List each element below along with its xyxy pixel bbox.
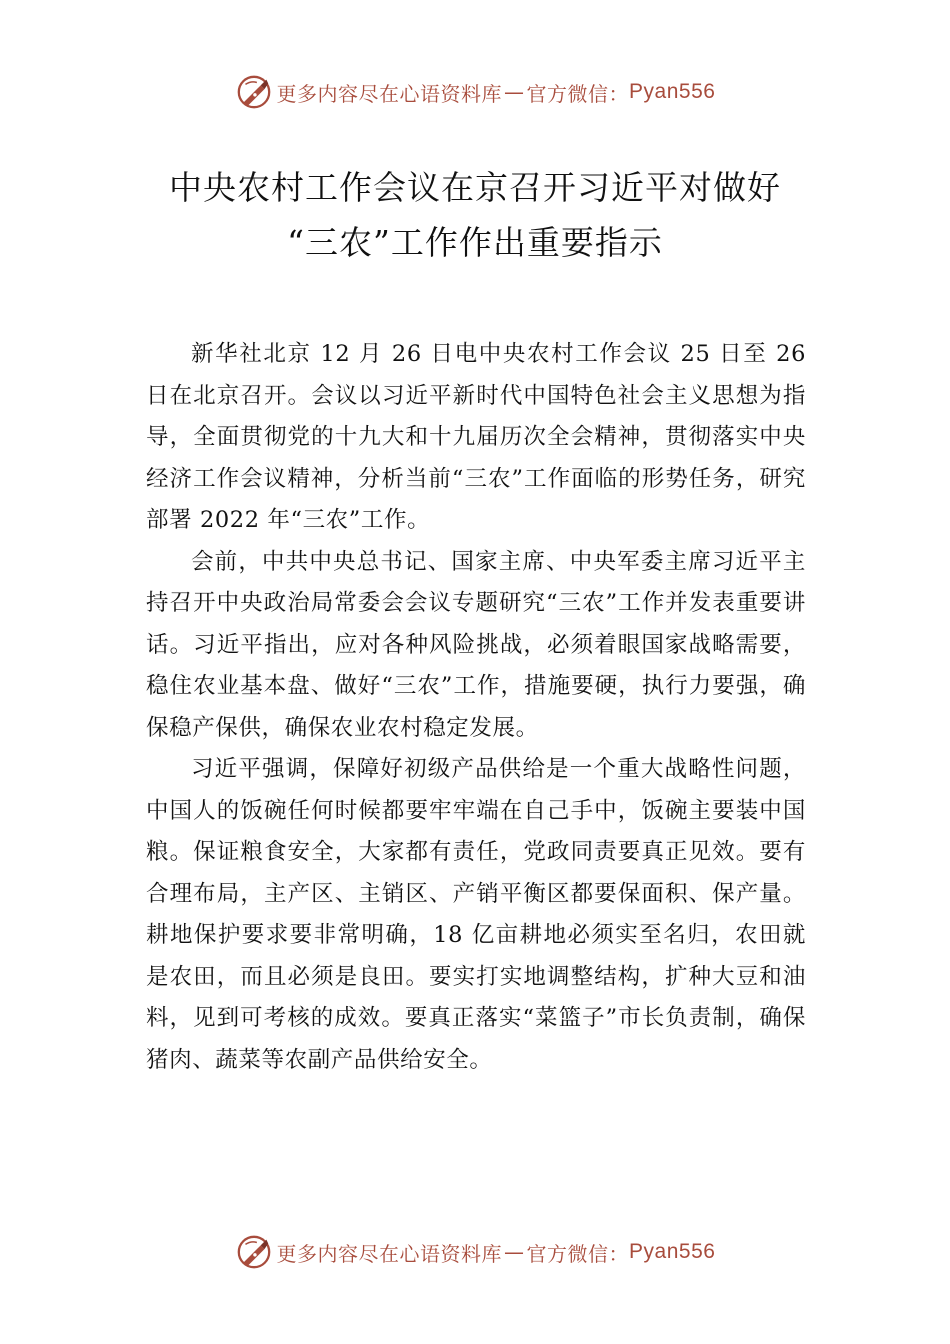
title-line-1: 中央农村工作会议在京召开习近平对做好 [169, 168, 781, 207]
banner-wechat-label: 官方微信： [526, 81, 630, 106]
article-paragraph-2: 会前，中共中央总书记、国家主席、中央军委主席习近平主持召开中央政治局常委会会议专题研究“三农”工作并发表重要讲话。习近平指出，应对各种风险挑战，必须着眼国家战略需要，稳住农业基本盘、做好“三农”工作，措施要硬，执行力要强，确保稳产保供，确保农业农村稳定发展。 [146, 548, 806, 741]
banner-wechat-label: 官方微信： [526, 1241, 630, 1266]
banner-separator: — [504, 80, 525, 104]
banner-wechat-id: Pyan556 [629, 80, 716, 103]
banner-wechat-id: Pyan556 [629, 1240, 716, 1263]
article-title [100, 160, 850, 270]
footer-banner [0, 1230, 950, 1274]
banner-main-text: 更多内容尽在心语资料库 [276, 81, 503, 106]
banner-main-text: 更多内容尽在心语资料库 [276, 1241, 503, 1266]
fountain-pen-logo-icon [235, 73, 273, 111]
fountain-pen-logo-icon [235, 1233, 273, 1271]
article-paragraph-1: 新华社北京 12 月 26 日电中央农村工作会议 25 日至 26 日在北京召开。会议以习近平新时代中国特色社会主义思想为指导，全面贯彻党的十九大和十九届历次全会精神，贯彻落实中央经济工作会议精神，分析当前“三农”工作面临的形势任务，研究部署 2022 年“三农”工作。 [146, 341, 806, 533]
banner-separator: — [504, 1240, 525, 1264]
article-body [146, 334, 806, 1081]
article-paragraph-3: 习近平强调，保障好初级产品供给是一个重大战略性问题，中国人的饭碗任何时候都要牢牢端在自己手中，饭碗主要装中国粮。保证粮食安全，大家都有责任，党政同责要真正见效。要有合理布局，主产区、主销区、产销平衡区都要保面积、保产量。耕地保护要求要非常明确，18 亿亩耕地必须实至名归，农田就是农田，而且必须是良田。要实打实地调整结构，扩种大豆和油料，见到可考核的成效。要真正落实“菜篮子”市长负责制，确保猪肉、蔬菜等农副产品供给安全。 [146, 756, 806, 1073]
title-line-2: “三农”工作作出重要指示 [287, 223, 663, 262]
header-banner [0, 70, 950, 114]
